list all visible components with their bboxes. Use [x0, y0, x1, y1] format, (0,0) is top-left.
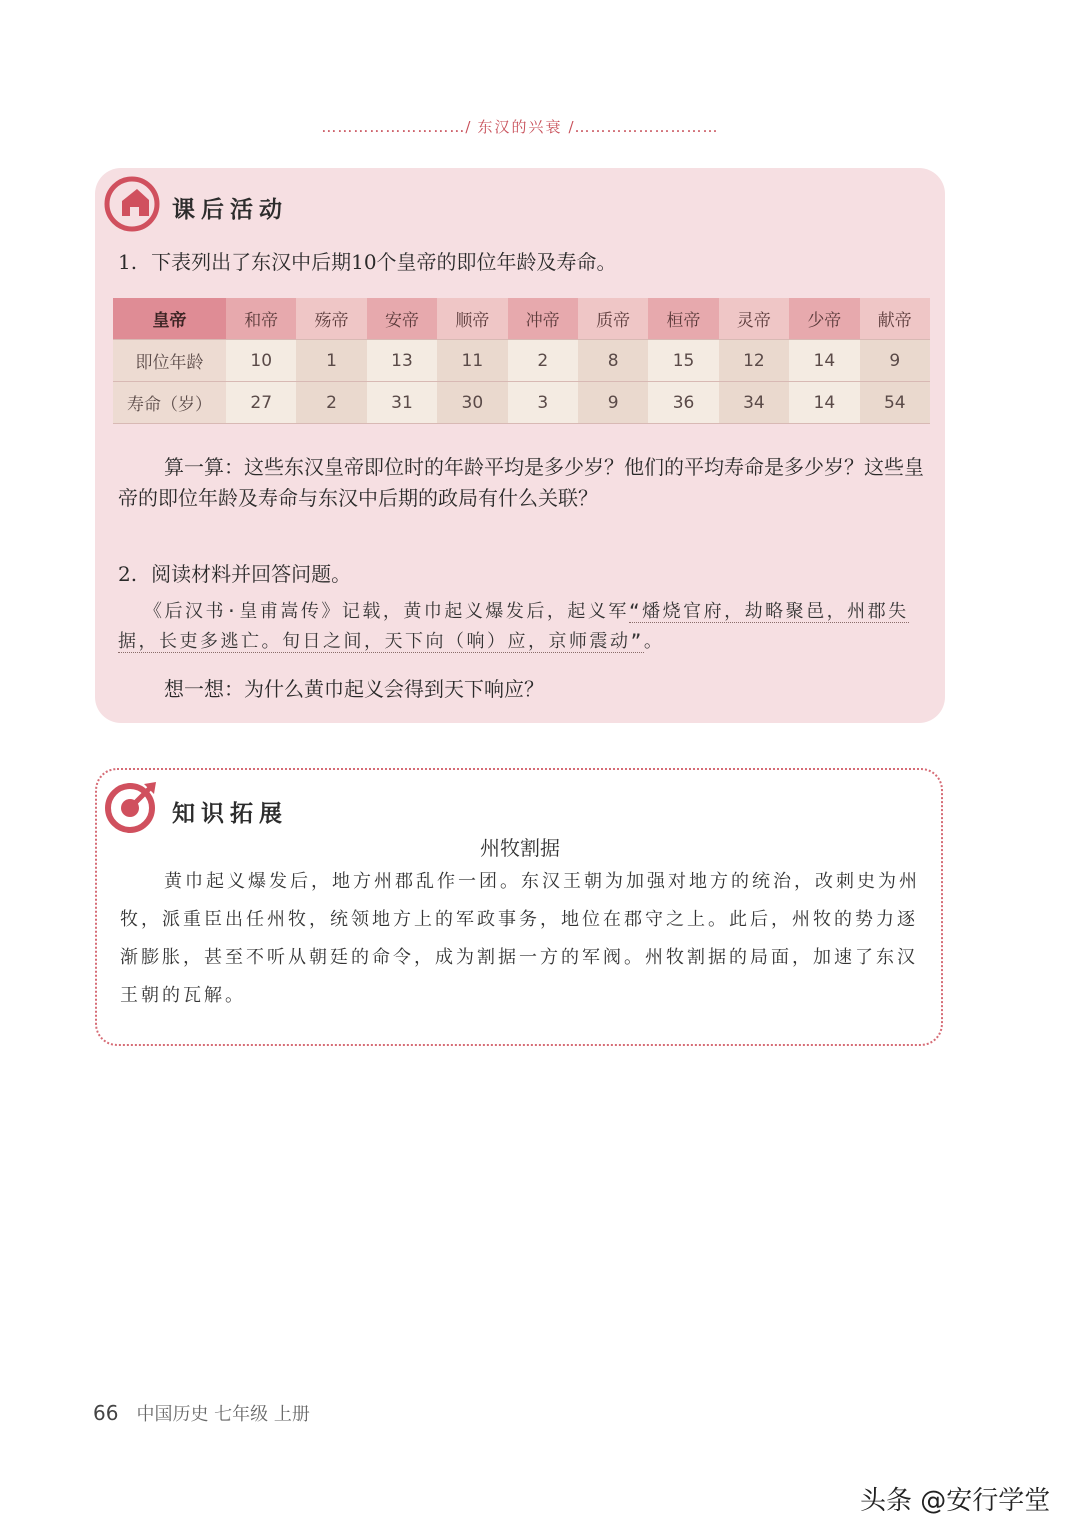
- knowledge-text: [120, 863, 920, 1015]
- question-2-text: 阅读材料并回答问题。: [151, 562, 352, 586]
- emperor-cell: 顺帝: [437, 298, 507, 340]
- lifespan-cell: 3: [508, 382, 578, 424]
- age-cell: 12: [719, 340, 789, 382]
- age-cell: 11: [437, 340, 507, 382]
- emperor-cell: 安帝: [367, 298, 437, 340]
- emperor-cell: 和帝: [226, 298, 296, 340]
- knowledge-icon: [104, 778, 160, 834]
- row-label: 即位年龄: [113, 340, 226, 382]
- calc-text: 算一算：这些东汉皇帝即位时的年龄平均是多少岁？他们的平均寿命是多少岁？这些皇帝的即位年龄及寿命与东汉中后期的政局有什么关联？: [118, 455, 924, 510]
- question-2: [118, 558, 351, 587]
- page-number: 66: [93, 1401, 119, 1425]
- emperor-cell: 殇帝: [296, 298, 366, 340]
- emperor-cell: 灵帝: [719, 298, 789, 340]
- age-cell: 15: [648, 340, 718, 382]
- lifespan-cell: 36: [648, 382, 718, 424]
- lifespan-cell: 2: [296, 382, 366, 424]
- age-cell: 13: [367, 340, 437, 382]
- lifespan-cell: 9: [578, 382, 648, 424]
- age-cell: 9: [860, 340, 930, 382]
- age-cell: 8: [578, 340, 648, 382]
- activity-title: 课后活动: [172, 197, 288, 223]
- table-row: [113, 340, 930, 382]
- emperor-cell: 献帝: [860, 298, 930, 340]
- question-2-number: 2.: [118, 562, 138, 586]
- emperor-cell: 冲帝: [508, 298, 578, 340]
- quote-underlined: “燔烧官府，劫略聚邑，州郡失据，长吏多逃亡。旬日之间，天下向（响）应，京师震动”: [118, 601, 909, 652]
- activity-icon: [104, 176, 160, 232]
- row-label: 皇帝: [113, 298, 226, 340]
- source-quote: [118, 597, 926, 657]
- chapter-title: 东汉的兴衰: [477, 118, 563, 136]
- lifespan-cell: 31: [367, 382, 437, 424]
- emperor-cell: 桓帝: [648, 298, 718, 340]
- think-question: 想一想：为什么黄巾起义会得到天下响应？: [164, 677, 544, 701]
- knowledge-body: 黄巾起义爆发后，地方州郡乱作一团。东汉王朝为加强对地方的统治，改刺史为州牧，派重臣出任州牧，统领地方上的军政事务，地位在郡守之上。此后，州牧的势力逐渐膨胀，甚至不听从朝廷的命令，成为割据一方的军阀。州牧割据的局面，加速了东汉王朝的瓦解。: [120, 871, 920, 1006]
- age-cell: 2: [508, 340, 578, 382]
- lifespan-cell: 14: [789, 382, 859, 424]
- table-row: [113, 298, 930, 340]
- table-row: [113, 382, 930, 424]
- calc-question: [118, 452, 928, 514]
- lifespan-cell: 34: [719, 382, 789, 424]
- quote-end: 。: [643, 631, 665, 652]
- age-cell: 14: [789, 340, 859, 382]
- question-1-number: 1.: [118, 250, 138, 274]
- knowledge-subtitle: 州牧割据: [480, 836, 560, 860]
- watermark: 头条 @安行学堂: [860, 1486, 1051, 1516]
- row-label: 寿命（岁）: [113, 382, 226, 424]
- question-1: [118, 246, 617, 275]
- emperor-table: [113, 298, 930, 424]
- emperor-cell: 质帝: [578, 298, 648, 340]
- age-cell: 1: [296, 340, 366, 382]
- lifespan-cell: 30: [437, 382, 507, 424]
- page-footer: [93, 1400, 310, 1426]
- knowledge-title: 知识拓展: [172, 801, 288, 827]
- emperor-cell: 少帝: [789, 298, 859, 340]
- quote-plain: 《后汉书·皇甫嵩传》记载，黄巾起义爆发后，起义军: [144, 601, 629, 622]
- lifespan-cell: 27: [226, 382, 296, 424]
- age-cell: 10: [226, 340, 296, 382]
- question-1-text: 下表列出了东汉中后期10个皇帝的即位年龄及寿命。: [151, 250, 617, 274]
- header-dots-right: /………………………: [568, 118, 719, 136]
- lifespan-cell: 54: [860, 382, 930, 424]
- chapter-header: [300, 116, 740, 140]
- header-dots-left: ………………………/: [321, 118, 472, 136]
- book-title: 中国历史 七年级 上册: [136, 1404, 310, 1425]
